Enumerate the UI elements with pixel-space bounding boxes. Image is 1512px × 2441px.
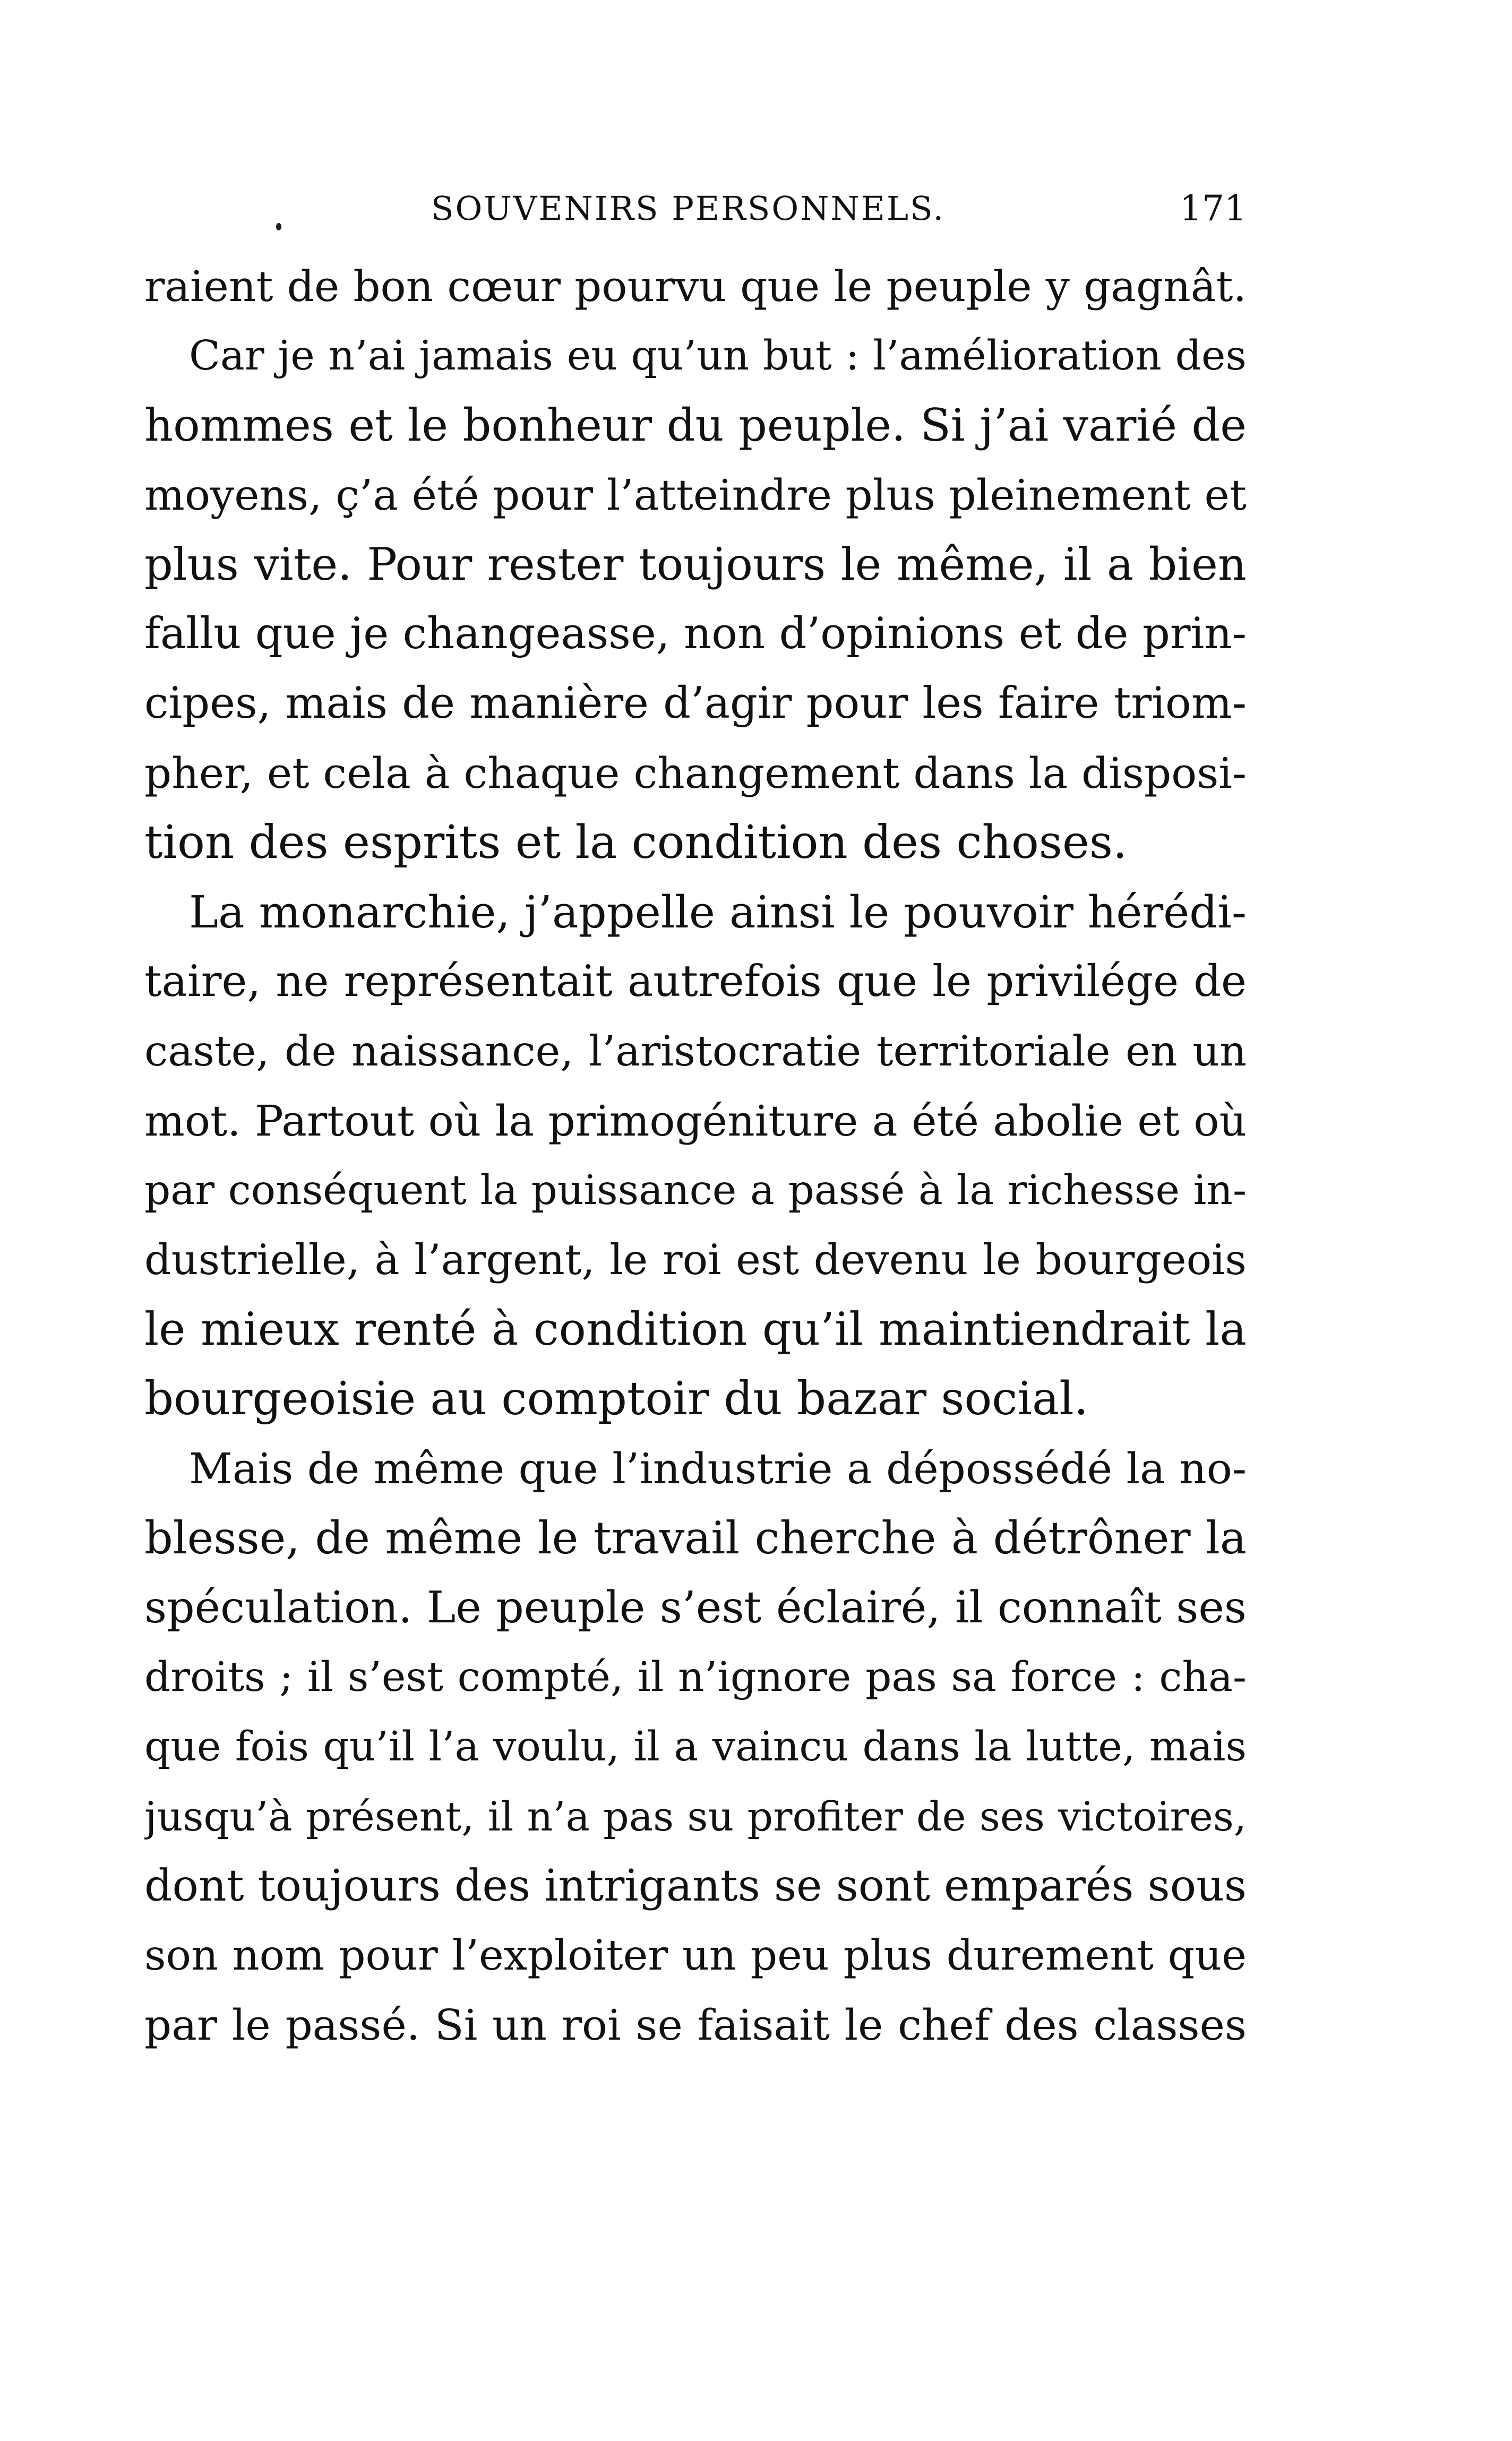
text-line: cipes, mais de manière d’agir pour les faire triom- — [144, 678, 1247, 728]
text-line: par conséquent la puissance a passé à la richesse in- — [144, 1167, 1247, 1214]
ink-speck — [276, 223, 281, 230]
text-line: blesse, de même le travail cherche à détrôner la — [144, 1512, 1247, 1564]
text-line: Car je n’ai jamais eu qu’un but : l’amélioration des — [189, 332, 1247, 380]
page-header — [144, 185, 1247, 233]
text-line: plus vite. Pour rester toujours le même, il a bien — [144, 538, 1247, 590]
text-line: moyens, ç’a été pour l’atteindre plus pleinement et — [144, 470, 1247, 520]
text-line: mot. Partout où la primogéniture a été abolie et où — [144, 1096, 1247, 1146]
text-line: son nom pour l’exploiter un peu plus durement que — [144, 1931, 1247, 1980]
text-line: par le passé. Si un roi se faisait le chef des classes — [144, 2000, 1247, 2050]
text-line: dustrielle, à l’argent, le roi est devenu le bourgeois — [144, 1235, 1247, 1284]
text-line: caste, de naissance, l’aristocratie territoriale en un — [144, 1027, 1247, 1076]
text-line: que fois qu’il l’a voulu, il a vaincu dans la lutte, mais — [144, 1723, 1247, 1770]
text-line: raient de bon cœur pourvu que le peuple y gagnât. — [144, 262, 1247, 311]
text-line: le mieux renté à condition qu’il maintiendrait la — [144, 1303, 1247, 1356]
text-line: Mais de même que l’industrie a dépossédé la no- — [189, 1444, 1247, 1493]
text-line: jusqu’à présent, il n’a pas su profiter de ses victoires, — [144, 1793, 1247, 1840]
text-line: droits ; il s’est compté, il n’ignore pas sa force : cha- — [144, 1654, 1247, 1701]
text-line: spéculation. Le peuple s’est éclairé, il connaît ses — [144, 1583, 1247, 1633]
text-line: bourgeoisie au comptoir du bazar social. — [144, 1372, 1089, 1425]
page-number: 171 — [1180, 188, 1247, 229]
text-line: fallu que je changeasse, non d’opinions et de prin- — [144, 609, 1247, 659]
text-line: hommes et le bonheur du peuple. Si j’ai varié de — [144, 399, 1247, 451]
text-line: tion des esprits et la condition des choses. — [144, 816, 1128, 869]
text-line: La monarchie, j’appelle ainsi le pouvoir hérédi- — [189, 887, 1247, 938]
body-text — [144, 252, 1247, 2060]
text-line: pher, et cela à chaque changement dans la disposi- — [144, 749, 1247, 798]
text-line: dont toujours des intrigants se sont emparés sous — [144, 1861, 1247, 1911]
text-line: taire, ne représentait autrefois que le privilége de — [144, 957, 1247, 1007]
running-head: SOUVENIRS PERSONNELS. — [431, 189, 946, 228]
